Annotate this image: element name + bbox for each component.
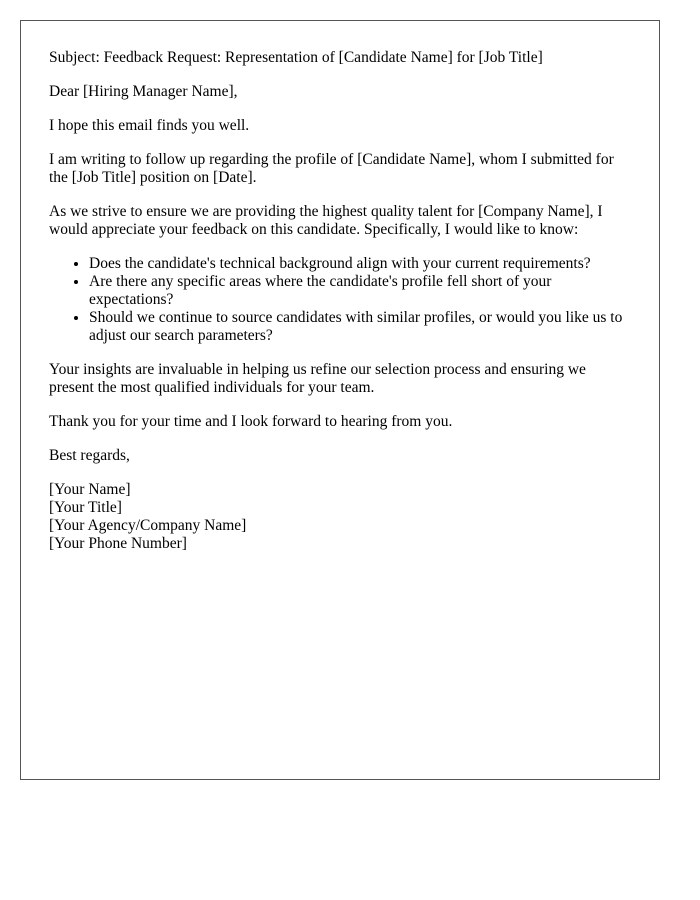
email-paragraph: Your insights are invaluable in helping us refine our selection process and ensuring we present the most qualified individuals for your team. [49, 361, 586, 396]
question-item: • Are there any specific areas where the candidate's profile fell short of your expectations? [89, 273, 631, 309]
email-paragraph: Thank you for your time and I look forward to hearing from you. [49, 413, 453, 430]
question-item: • Does the candidate's technical background align with your current requirements? [89, 255, 631, 273]
email-sign-off: Best regards, [49, 447, 130, 464]
email-signature [49, 481, 631, 553]
question-item: • Should we continue to source candidates with similar profiles, or would you like us to adjust our search parameters? [89, 309, 631, 345]
signature-name: [Your Name] [49, 481, 131, 498]
signature-phone: [Your Phone Number] [49, 535, 187, 552]
email-paragraph: I am writing to follow up regarding the profile of [Candidate Name], whom I submitted for the [Job Title] position on [Date]. [49, 151, 614, 186]
signature-company: [Your Agency/Company Name] [49, 517, 247, 534]
email-paragraph: As we strive to ensure we are providing the highest quality talent for [Company Name], I would appreciate your feedback on this candidate. Specifically, I would like to know: [49, 203, 603, 238]
email-greeting: Dear [Hiring Manager Name], [49, 83, 238, 100]
email-letter [20, 20, 660, 780]
feedback-questions-list [49, 255, 631, 345]
email-paragraph: I hope this email finds you well. [49, 117, 250, 134]
signature-title: [Your Title] [49, 499, 122, 516]
email-subject: Subject: Feedback Request: Representation of [Candidate Name] for [Job Title] [49, 49, 543, 66]
